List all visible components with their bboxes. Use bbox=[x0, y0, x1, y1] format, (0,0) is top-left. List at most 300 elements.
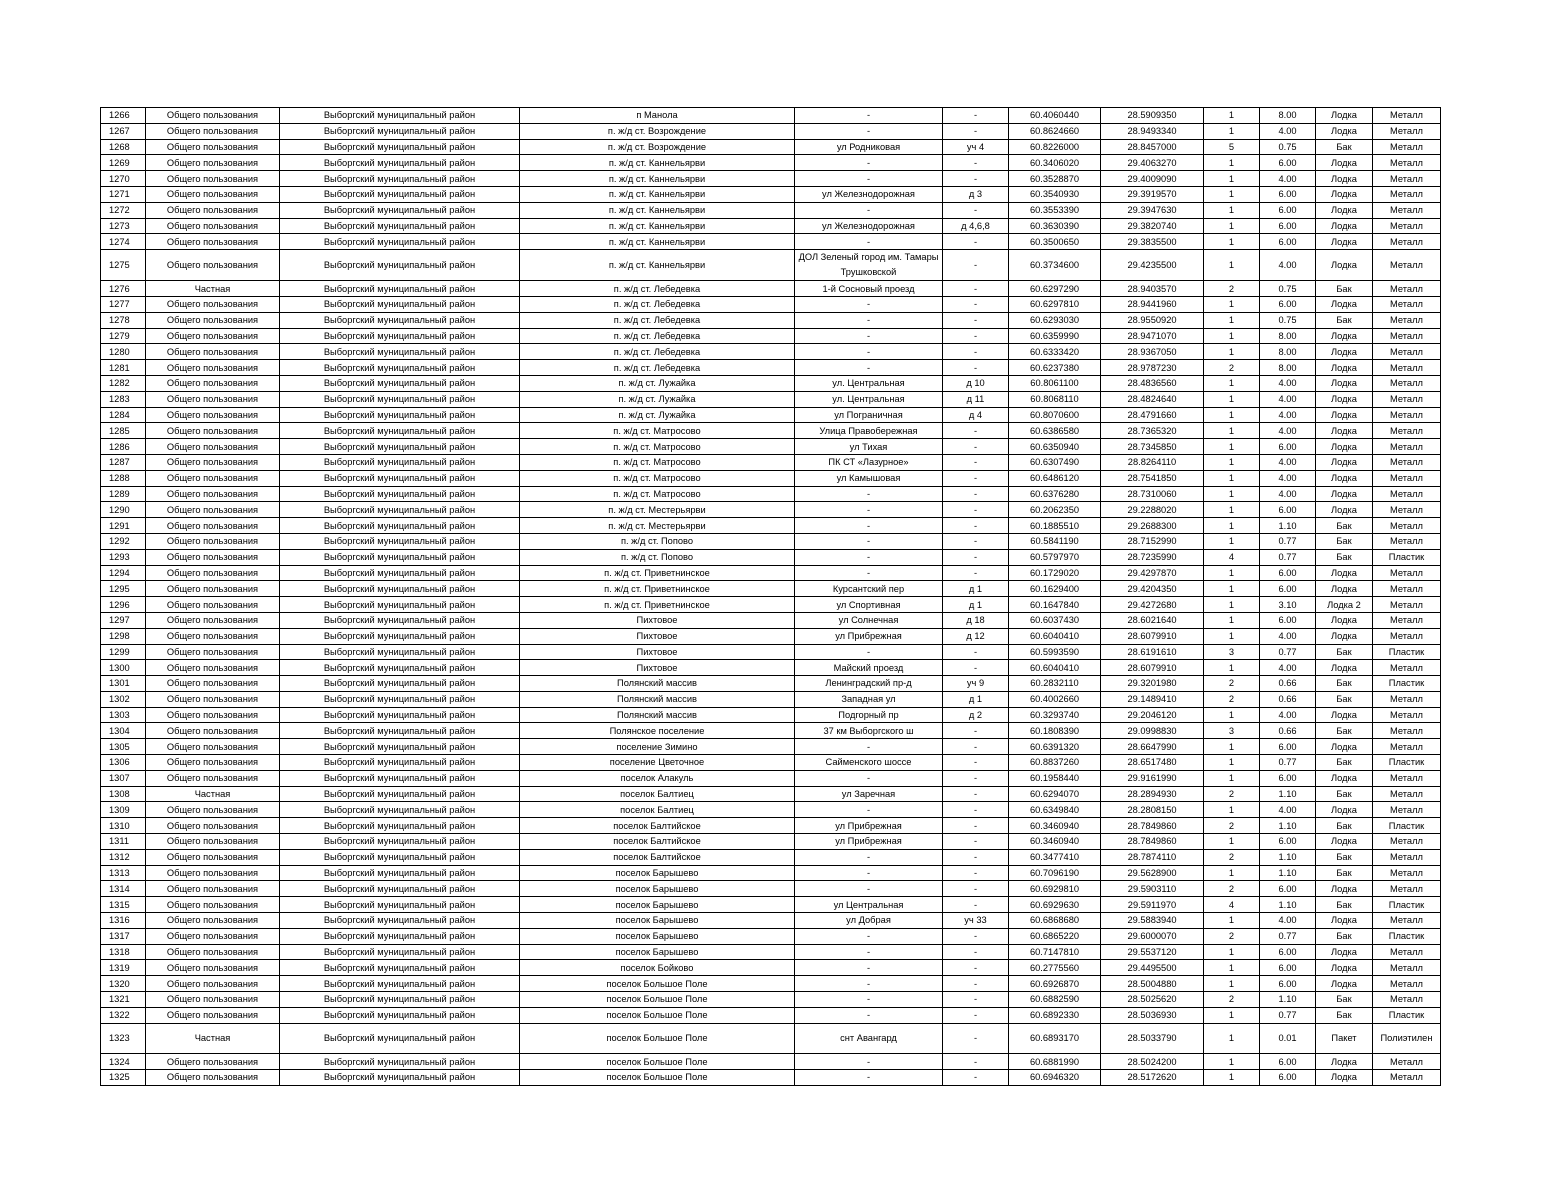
longitude-cell: 28.4791660 bbox=[1101, 407, 1204, 423]
district-cell: Выборгский муниципальный район bbox=[280, 423, 520, 439]
settlement-cell: п. ж/д ст. Матросово bbox=[520, 470, 795, 486]
container-type-cell: Бак bbox=[1316, 518, 1373, 534]
house-cell: - bbox=[943, 944, 1009, 960]
ownership-cell: Общего пользования bbox=[146, 881, 280, 897]
material-cell: Металл bbox=[1373, 296, 1441, 312]
latitude-cell: 60.3406020 bbox=[1009, 155, 1101, 171]
ownership-cell: Общего пользования bbox=[146, 123, 280, 139]
row-number-cell: 1266 bbox=[101, 108, 146, 124]
settlement-cell: поселок Барышево bbox=[520, 865, 795, 881]
table-row bbox=[101, 407, 1441, 423]
longitude-cell: 29.3947630 bbox=[1101, 202, 1204, 218]
table-row bbox=[101, 439, 1441, 455]
container-type-cell: Лодка bbox=[1316, 881, 1373, 897]
material-cell: Металл bbox=[1373, 691, 1441, 707]
container-count-cell: 2 bbox=[1204, 360, 1260, 376]
settlement-cell: п. ж/д ст. Каннельярви bbox=[520, 155, 795, 171]
longitude-cell: 28.6079910 bbox=[1101, 660, 1204, 676]
house-cell: - bbox=[943, 1054, 1009, 1070]
row-number-cell: 1286 bbox=[101, 439, 146, 455]
ownership-cell: Общего пользования bbox=[146, 976, 280, 992]
volume-cell: 0.77 bbox=[1260, 1007, 1316, 1023]
house-cell: - bbox=[943, 108, 1009, 124]
street-cell: - bbox=[795, 549, 943, 565]
latitude-cell: 60.6868680 bbox=[1009, 913, 1101, 929]
latitude-cell: 60.6297290 bbox=[1009, 281, 1101, 297]
ownership-cell: Общего пользования bbox=[146, 186, 280, 202]
ownership-cell: Общего пользования bbox=[146, 360, 280, 376]
volume-cell: 0.01 bbox=[1260, 1023, 1316, 1054]
row-number-cell: 1314 bbox=[101, 881, 146, 897]
ownership-cell: Общего пользования bbox=[146, 707, 280, 723]
material-cell: Металл bbox=[1373, 707, 1441, 723]
settlement-cell: п. ж/д ст. Лебедевка bbox=[520, 296, 795, 312]
material-cell: Металл bbox=[1373, 234, 1441, 250]
volume-cell: 1.10 bbox=[1260, 849, 1316, 865]
ownership-cell: Частная bbox=[146, 1023, 280, 1054]
settlement-cell: п. ж/д ст. Матросово bbox=[520, 486, 795, 502]
longitude-cell: 29.5628900 bbox=[1101, 865, 1204, 881]
container-type-cell: Лодка bbox=[1316, 612, 1373, 628]
container-type-cell: Лодка bbox=[1316, 108, 1373, 124]
container-count-cell: 1 bbox=[1204, 312, 1260, 328]
container-type-cell: Лодка bbox=[1316, 171, 1373, 187]
ownership-cell: Общего пользования bbox=[146, 1007, 280, 1023]
container-count-cell: 1 bbox=[1204, 454, 1260, 470]
district-cell: Выборгский муниципальный район bbox=[280, 439, 520, 455]
container-count-cell: 5 bbox=[1204, 139, 1260, 155]
district-cell: Выборгский муниципальный район bbox=[280, 1007, 520, 1023]
material-cell: Металл bbox=[1373, 328, 1441, 344]
house-cell: - bbox=[943, 296, 1009, 312]
row-number-cell: 1313 bbox=[101, 865, 146, 881]
row-number-cell: 1283 bbox=[101, 391, 146, 407]
container-type-cell: Лодка bbox=[1316, 707, 1373, 723]
material-cell: Металл bbox=[1373, 391, 1441, 407]
container-type-cell: Лодка bbox=[1316, 391, 1373, 407]
house-cell: - bbox=[943, 802, 1009, 818]
volume-cell: 6.00 bbox=[1260, 155, 1316, 171]
house-cell: - bbox=[943, 250, 1009, 281]
volume-cell: 0.66 bbox=[1260, 691, 1316, 707]
settlement-cell: поселок Балтиец bbox=[520, 786, 795, 802]
street-cell: - bbox=[795, 565, 943, 581]
material-cell: Металл bbox=[1373, 439, 1441, 455]
house-cell: - bbox=[943, 454, 1009, 470]
settlement-cell: поселок Большое Поле bbox=[520, 1069, 795, 1085]
volume-cell: 0.66 bbox=[1260, 723, 1316, 739]
material-cell: Пластик bbox=[1373, 818, 1441, 834]
street-cell: ул Прибрежная bbox=[795, 834, 943, 850]
table-row bbox=[101, 533, 1441, 549]
container-type-cell: Лодка bbox=[1316, 407, 1373, 423]
latitude-cell: 60.3540930 bbox=[1009, 186, 1101, 202]
container-count-cell: 1 bbox=[1204, 123, 1260, 139]
volume-cell: 8.00 bbox=[1260, 328, 1316, 344]
settlement-cell: п. ж/д ст. Приветнинское bbox=[520, 581, 795, 597]
house-cell: - bbox=[943, 486, 1009, 502]
house-cell: - bbox=[943, 1023, 1009, 1054]
volume-cell: 6.00 bbox=[1260, 234, 1316, 250]
longitude-cell: 28.5033790 bbox=[1101, 1023, 1204, 1054]
container-count-cell: 1 bbox=[1204, 834, 1260, 850]
volume-cell: 6.00 bbox=[1260, 739, 1316, 755]
volume-cell: 8.00 bbox=[1260, 344, 1316, 360]
material-cell: Пластик bbox=[1373, 549, 1441, 565]
table-row bbox=[101, 865, 1441, 881]
settlement-cell: поселок Барышево bbox=[520, 897, 795, 913]
container-count-cell: 1 bbox=[1204, 470, 1260, 486]
container-type-cell: Бак bbox=[1316, 865, 1373, 881]
ownership-cell: Общего пользования bbox=[146, 723, 280, 739]
settlement-cell: п. ж/д ст. Лебедевка bbox=[520, 312, 795, 328]
table-row bbox=[101, 676, 1441, 692]
table-row bbox=[101, 549, 1441, 565]
settlement-cell: Полянский массив bbox=[520, 676, 795, 692]
longitude-cell: 28.7235990 bbox=[1101, 549, 1204, 565]
container-type-cell: Лодка bbox=[1316, 581, 1373, 597]
table-row bbox=[101, 281, 1441, 297]
district-cell: Выборгский муниципальный район bbox=[280, 802, 520, 818]
house-cell: - bbox=[943, 865, 1009, 881]
longitude-cell: 28.7310060 bbox=[1101, 486, 1204, 502]
district-cell: Выборгский муниципальный район bbox=[280, 312, 520, 328]
district-cell: Выборгский муниципальный район bbox=[280, 834, 520, 850]
ownership-cell: Общего пользования bbox=[146, 234, 280, 250]
house-cell: - bbox=[943, 849, 1009, 865]
container-count-cell: 1 bbox=[1204, 1069, 1260, 1085]
longitude-cell: 28.9787230 bbox=[1101, 360, 1204, 376]
ownership-cell: Частная bbox=[146, 786, 280, 802]
house-cell: - bbox=[943, 928, 1009, 944]
container-type-cell: Лодка bbox=[1316, 439, 1373, 455]
district-cell: Выборгский муниципальный район bbox=[280, 1023, 520, 1054]
house-cell: д 10 bbox=[943, 375, 1009, 391]
longitude-cell: 28.2808150 bbox=[1101, 802, 1204, 818]
table-row bbox=[101, 770, 1441, 786]
material-cell: Пластик bbox=[1373, 644, 1441, 660]
ownership-cell: Общего пользования bbox=[146, 1069, 280, 1085]
settlement-cell: поселение Зимино bbox=[520, 739, 795, 755]
volume-cell: 4.00 bbox=[1260, 802, 1316, 818]
settlement-cell: п. ж/д ст. Приветнинское bbox=[520, 597, 795, 613]
volume-cell: 4.00 bbox=[1260, 470, 1316, 486]
material-cell: Металл bbox=[1373, 597, 1441, 613]
table-row bbox=[101, 581, 1441, 597]
district-cell: Выборгский муниципальный район bbox=[280, 976, 520, 992]
row-number-cell: 1303 bbox=[101, 707, 146, 723]
house-cell: - bbox=[943, 439, 1009, 455]
street-cell: - bbox=[795, 518, 943, 534]
ownership-cell: Общего пользования bbox=[146, 612, 280, 628]
container-count-cell: 1 bbox=[1204, 296, 1260, 312]
street-cell: Курсантский пер bbox=[795, 581, 943, 597]
container-count-cell: 1 bbox=[1204, 755, 1260, 771]
street-cell: ул Пограничная bbox=[795, 407, 943, 423]
container-count-cell: 1 bbox=[1204, 344, 1260, 360]
house-cell: - bbox=[943, 549, 1009, 565]
settlement-cell: Полянское поселение bbox=[520, 723, 795, 739]
container-count-cell: 2 bbox=[1204, 691, 1260, 707]
house-cell: уч 4 bbox=[943, 139, 1009, 155]
house-cell: - bbox=[943, 723, 1009, 739]
latitude-cell: 60.1629400 bbox=[1009, 581, 1101, 597]
table-row bbox=[101, 123, 1441, 139]
volume-cell: 4.00 bbox=[1260, 407, 1316, 423]
row-number-cell: 1287 bbox=[101, 454, 146, 470]
district-cell: Выборгский муниципальный район bbox=[280, 1069, 520, 1085]
house-cell: уч 9 bbox=[943, 676, 1009, 692]
longitude-cell: 28.4824640 bbox=[1101, 391, 1204, 407]
longitude-cell: 28.5172620 bbox=[1101, 1069, 1204, 1085]
district-cell: Выборгский муниципальный район bbox=[280, 328, 520, 344]
table-row bbox=[101, 565, 1441, 581]
street-cell: - bbox=[795, 360, 943, 376]
container-count-cell: 1 bbox=[1204, 186, 1260, 202]
longitude-cell: 29.3820740 bbox=[1101, 218, 1204, 234]
container-type-cell: Бак bbox=[1316, 312, 1373, 328]
row-number-cell: 1310 bbox=[101, 818, 146, 834]
district-cell: Выборгский муниципальный район bbox=[280, 533, 520, 549]
volume-cell: 6.00 bbox=[1260, 881, 1316, 897]
volume-cell: 0.77 bbox=[1260, 928, 1316, 944]
table-row bbox=[101, 312, 1441, 328]
district-cell: Выборгский муниципальный район bbox=[280, 691, 520, 707]
street-cell: - bbox=[795, 802, 943, 818]
table-row bbox=[101, 502, 1441, 518]
row-number-cell: 1284 bbox=[101, 407, 146, 423]
container-count-cell: 1 bbox=[1204, 770, 1260, 786]
row-number-cell: 1320 bbox=[101, 976, 146, 992]
settlement-cell: поселок Большое Поле bbox=[520, 1007, 795, 1023]
material-cell: Металл bbox=[1373, 407, 1441, 423]
longitude-cell: 28.9367050 bbox=[1101, 344, 1204, 360]
house-cell: - bbox=[943, 1007, 1009, 1023]
settlement-cell: п. ж/д ст. Матросово bbox=[520, 423, 795, 439]
table-row bbox=[101, 944, 1441, 960]
container-type-cell: Лодка bbox=[1316, 976, 1373, 992]
table-row bbox=[101, 802, 1441, 818]
row-number-cell: 1302 bbox=[101, 691, 146, 707]
material-cell: Металл bbox=[1373, 250, 1441, 281]
container-count-cell: 2 bbox=[1204, 281, 1260, 297]
row-number-cell: 1285 bbox=[101, 423, 146, 439]
container-count-cell: 1 bbox=[1204, 944, 1260, 960]
district-cell: Выборгский муниципальный район bbox=[280, 139, 520, 155]
street-cell: Улица Правобережная bbox=[795, 423, 943, 439]
district-cell: Выборгский муниципальный район bbox=[280, 250, 520, 281]
longitude-cell: 29.5911970 bbox=[1101, 897, 1204, 913]
material-cell: Металл bbox=[1373, 108, 1441, 124]
district-cell: Выборгский муниципальный район bbox=[280, 186, 520, 202]
row-number-cell: 1309 bbox=[101, 802, 146, 818]
district-cell: Выборгский муниципальный район bbox=[280, 407, 520, 423]
row-number-cell: 1322 bbox=[101, 1007, 146, 1023]
container-type-cell: Лодка bbox=[1316, 375, 1373, 391]
street-cell: ул Центральная bbox=[795, 897, 943, 913]
table-row bbox=[101, 250, 1441, 281]
row-number-cell: 1324 bbox=[101, 1054, 146, 1070]
longitude-cell: 29.2288020 bbox=[1101, 502, 1204, 518]
settlement-cell: п. ж/д ст. Лебедевка bbox=[520, 328, 795, 344]
material-cell: Металл bbox=[1373, 533, 1441, 549]
ownership-cell: Общего пользования bbox=[146, 928, 280, 944]
table-row bbox=[101, 992, 1441, 1008]
settlement-cell: п. ж/д ст. Каннельярви bbox=[520, 234, 795, 250]
longitude-cell: 29.4297870 bbox=[1101, 565, 1204, 581]
material-cell: Металл bbox=[1373, 770, 1441, 786]
street-cell: 1-й Сосновый проезд bbox=[795, 281, 943, 297]
material-cell: Металл bbox=[1373, 518, 1441, 534]
house-cell: - bbox=[943, 786, 1009, 802]
longitude-cell: 29.5537120 bbox=[1101, 944, 1204, 960]
ownership-cell: Общего пользования bbox=[146, 439, 280, 455]
settlement-cell: Пихтовое bbox=[520, 660, 795, 676]
settlement-cell: п. ж/д ст. Попово bbox=[520, 533, 795, 549]
settlement-cell: поселок Алакуль bbox=[520, 770, 795, 786]
ownership-cell: Общего пользования bbox=[146, 454, 280, 470]
street-cell: - bbox=[795, 1054, 943, 1070]
house-cell: - bbox=[943, 502, 1009, 518]
street-cell: - bbox=[795, 928, 943, 944]
longitude-cell: 28.9471070 bbox=[1101, 328, 1204, 344]
street-cell: ул. Центральная bbox=[795, 375, 943, 391]
ownership-cell: Общего пользования bbox=[146, 108, 280, 124]
latitude-cell: 60.6237380 bbox=[1009, 360, 1101, 376]
settlement-cell: поселок Балтийское bbox=[520, 834, 795, 850]
container-type-cell: Лодка bbox=[1316, 770, 1373, 786]
row-number-cell: 1305 bbox=[101, 739, 146, 755]
district-cell: Выборгский муниципальный район bbox=[280, 296, 520, 312]
container-type-cell: Лодка bbox=[1316, 802, 1373, 818]
table-row bbox=[101, 913, 1441, 929]
ownership-cell: Общего пользования bbox=[146, 250, 280, 281]
ownership-cell: Общего пользования bbox=[146, 328, 280, 344]
street-cell: - bbox=[795, 992, 943, 1008]
ownership-cell: Общего пользования bbox=[146, 755, 280, 771]
latitude-cell: 60.2062350 bbox=[1009, 502, 1101, 518]
settlement-cell: п. ж/д ст. Лужайка bbox=[520, 407, 795, 423]
longitude-cell: 28.8264110 bbox=[1101, 454, 1204, 470]
container-type-cell: Лодка 2 bbox=[1316, 597, 1373, 613]
table-row bbox=[101, 723, 1441, 739]
container-count-cell: 1 bbox=[1204, 739, 1260, 755]
district-cell: Выборгский муниципальный район bbox=[280, 660, 520, 676]
street-cell: - bbox=[795, 770, 943, 786]
container-count-cell: 2 bbox=[1204, 881, 1260, 897]
row-number-cell: 1296 bbox=[101, 597, 146, 613]
container-type-cell: Лодка bbox=[1316, 234, 1373, 250]
street-cell: ул Тихая bbox=[795, 439, 943, 455]
longitude-cell: 29.3835500 bbox=[1101, 234, 1204, 250]
street-cell: - bbox=[795, 312, 943, 328]
house-cell: д 3 bbox=[943, 186, 1009, 202]
house-cell: - bbox=[943, 171, 1009, 187]
ownership-cell: Общего пользования bbox=[146, 155, 280, 171]
table-row bbox=[101, 881, 1441, 897]
district-cell: Выборгский муниципальный район bbox=[280, 913, 520, 929]
container-type-cell: Лодка bbox=[1316, 360, 1373, 376]
ownership-cell: Общего пользования bbox=[146, 691, 280, 707]
street-cell: - bbox=[795, 865, 943, 881]
table-row bbox=[101, 139, 1441, 155]
table-row bbox=[101, 423, 1441, 439]
container-count-cell: 1 bbox=[1204, 660, 1260, 676]
street-cell: ул Родниковая bbox=[795, 139, 943, 155]
street-cell: ул Железнодорожная bbox=[795, 218, 943, 234]
street-cell: - bbox=[795, 155, 943, 171]
container-type-cell: Лодка bbox=[1316, 423, 1373, 439]
longitude-cell: 29.2046120 bbox=[1101, 707, 1204, 723]
district-cell: Выборгский муниципальный район bbox=[280, 676, 520, 692]
latitude-cell: 60.6297810 bbox=[1009, 296, 1101, 312]
container-type-cell: Лодка bbox=[1316, 250, 1373, 281]
row-number-cell: 1308 bbox=[101, 786, 146, 802]
settlement-cell: п. ж/д ст. Возрождение bbox=[520, 139, 795, 155]
latitude-cell: 60.8068110 bbox=[1009, 391, 1101, 407]
table-row bbox=[101, 202, 1441, 218]
volume-cell: 1.10 bbox=[1260, 865, 1316, 881]
longitude-cell: 29.0998830 bbox=[1101, 723, 1204, 739]
street-cell: - bbox=[795, 1007, 943, 1023]
volume-cell: 0.77 bbox=[1260, 533, 1316, 549]
settlement-cell: п. ж/д ст. Каннельярви bbox=[520, 171, 795, 187]
latitude-cell: 60.6929810 bbox=[1009, 881, 1101, 897]
row-number-cell: 1299 bbox=[101, 644, 146, 660]
latitude-cell: 60.3460940 bbox=[1009, 834, 1101, 850]
district-cell: Выборгский муниципальный район bbox=[280, 786, 520, 802]
street-cell: - bbox=[795, 881, 943, 897]
table-row bbox=[101, 470, 1441, 486]
row-number-cell: 1291 bbox=[101, 518, 146, 534]
table-row bbox=[101, 691, 1441, 707]
table-row bbox=[101, 186, 1441, 202]
latitude-cell: 60.3630390 bbox=[1009, 218, 1101, 234]
volume-cell: 1.10 bbox=[1260, 786, 1316, 802]
row-number-cell: 1298 bbox=[101, 628, 146, 644]
container-type-cell: Лодка bbox=[1316, 123, 1373, 139]
ownership-cell: Общего пользования bbox=[146, 549, 280, 565]
volume-cell: 6.00 bbox=[1260, 612, 1316, 628]
row-number-cell: 1272 bbox=[101, 202, 146, 218]
settlement-cell: п. ж/д ст. Возрождение bbox=[520, 123, 795, 139]
street-cell: ул Заречная bbox=[795, 786, 943, 802]
longitude-cell: 28.6021640 bbox=[1101, 612, 1204, 628]
container-type-cell: Лодка bbox=[1316, 1054, 1373, 1070]
material-cell: Металл bbox=[1373, 960, 1441, 976]
container-type-cell: Бак bbox=[1316, 818, 1373, 834]
house-cell: уч 33 bbox=[943, 913, 1009, 929]
settlement-cell: поселок Балтиец bbox=[520, 802, 795, 818]
row-number-cell: 1270 bbox=[101, 171, 146, 187]
ownership-cell: Общего пользования bbox=[146, 897, 280, 913]
latitude-cell: 60.3528870 bbox=[1009, 171, 1101, 187]
district-cell: Выборгский муниципальный район bbox=[280, 707, 520, 723]
row-number-cell: 1312 bbox=[101, 849, 146, 865]
row-number-cell: 1268 bbox=[101, 139, 146, 155]
district-cell: Выборгский муниципальный район bbox=[280, 375, 520, 391]
settlement-cell: п. ж/д ст. Каннельярви bbox=[520, 250, 795, 281]
table-row bbox=[101, 1007, 1441, 1023]
longitude-cell: 28.5004880 bbox=[1101, 976, 1204, 992]
container-type-cell: Лодка bbox=[1316, 454, 1373, 470]
latitude-cell: 60.4002660 bbox=[1009, 691, 1101, 707]
container-type-cell: Бак bbox=[1316, 691, 1373, 707]
district-cell: Выборгский муниципальный район bbox=[280, 1054, 520, 1070]
district-cell: Выборгский муниципальный район bbox=[280, 818, 520, 834]
container-type-cell: Лодка bbox=[1316, 960, 1373, 976]
longitude-cell: 29.3919570 bbox=[1101, 186, 1204, 202]
